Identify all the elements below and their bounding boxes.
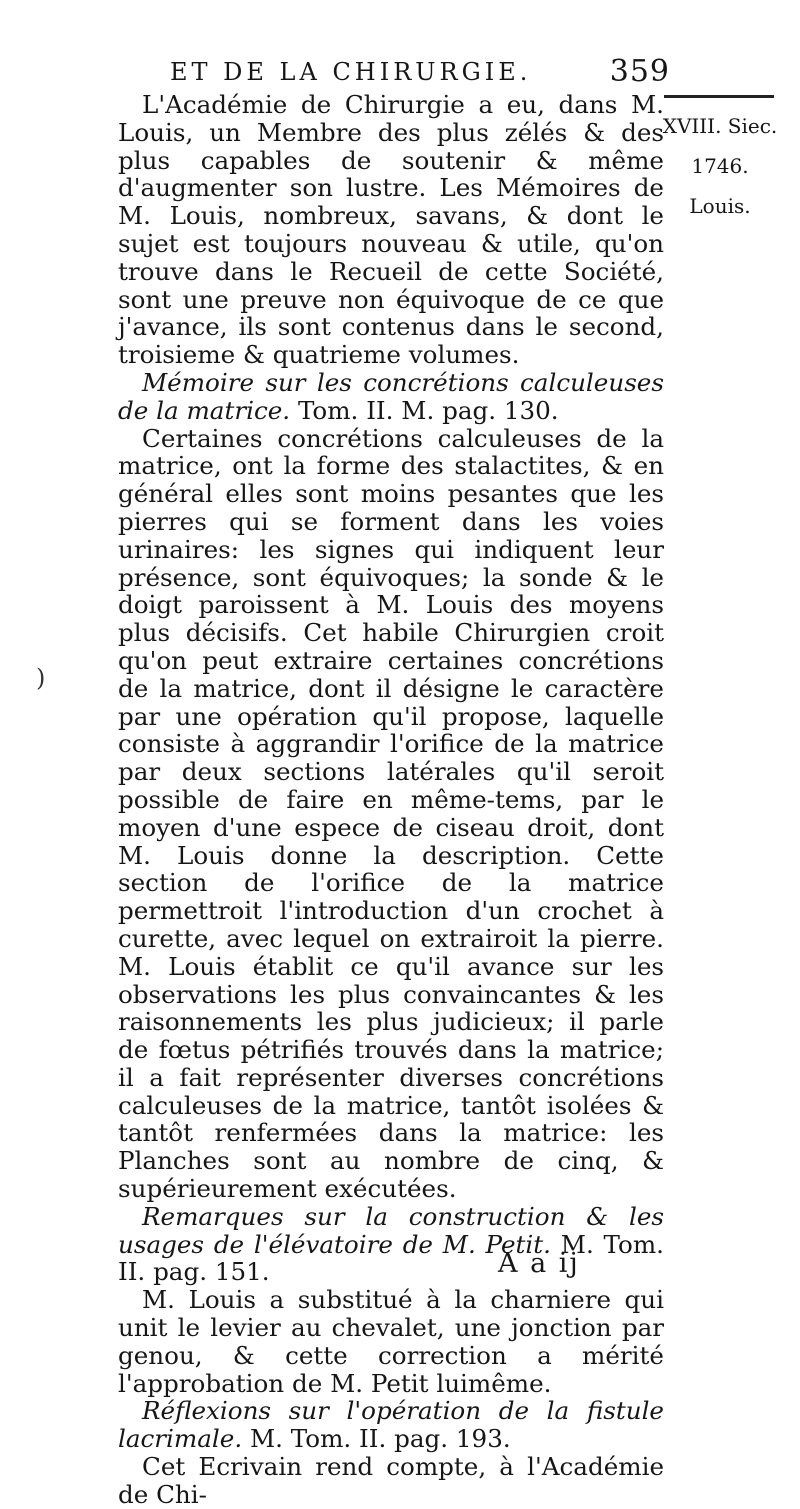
margin-note-century: XVIII. Siec. [662,114,778,138]
section-heading-2 [118,1203,664,1286]
margin-note-name: Louis. [689,194,751,218]
margin-notes [660,106,780,226]
section-heading-1 [118,369,664,425]
section-heading-3 [118,1397,664,1453]
section-reference-3: M. Tom. II. pag. 193. [249,1424,511,1454]
paragraph-concretions: Certaines concrétions calculeuses de la matrice, ont la forme des stalactites, & en général elles sont moins pesantes que les pierres qui se forment dans les voies urinaires: les signes qui indiquent leur présence, sont équivoques; la sonde & le doigt paroissent à M. Louis des moyens plus décisifs. Cet habile Chirurgien croit qu'on peut extraire certaines concrétions de la matrice, dont il désigne le caractère par une opération qu'il propose, laquelle consiste à aggrandir l'orifice de la matrice par deux sections latérales qu'il seroit possible de faire en même-tems, par le moyen d'une espece de ciseau droit, dont M. Louis donne la description. Cette section de l'orifice de la matrice permettroit l'introduction d'un crochet à curette, avec lequel on extrairoit la pierre. M. Louis établit ce qu'il avance sur les observations les plus convaincantes & les raisonnements les plus judicieux; il parle de fœtus pétrifiés trouvés dans la matrice; il a fait représenter diverses concrétions calculeuses de la matrice, tantôt isolées & tantôt renfermées dans la matrice: les Planches sont au nombre de cinq, & supérieurement exécutées. [118,423,664,1204]
section-reference-1: Tom. II. M. pag. 130. [297,395,559,425]
paragraph-elevatoire: M. Louis a substitué à la charniere qui unit le levier au chevalet, une jonction par genou, & cette correction a mérité l'approbation de M. Petit luimême. [118,1285,664,1398]
section-title-2: Remarques sur la construction & les usages de l'élévatoire de M. Petit. [118,1201,664,1259]
margin-rule [664,95,774,98]
signature-mark: A a ij [498,1248,580,1279]
section-title-3: Réflexions sur l'opération de la fistule lacrimale. [118,1396,664,1454]
body-text [118,91,664,1509]
paragraph-closing: Cet Ecrivain rend compte, à l'Académie de Chi- [118,1452,664,1509]
running-head: ET DE LA CHIRURGIE. [170,58,532,86]
paragraph-intro: L'Académie de Chirurgie a eu, dans M. Louis, un Membre des plus zélés & des plus capables de soutenir & même d'augmenter son lustre. Les Mémoires de M. Louis, nombreux, savans, & dont le sujet est toujours nouveau & utile, qu'on trouve dans le Recueil de cette Société, sont une preuve non équivoque de ce que j'avance, ils sont contenus dans le second, troisieme & quatrieme volumes. [118,90,664,370]
section-reference-2: M. Tom. II. pag. 151. [118,1229,664,1287]
page-number: 359 [609,54,670,89]
section-title-1: Mémoire sur les concrétions calculeuses de la matrice. [118,367,664,425]
margin-note-year: 1746. [691,154,749,178]
margin-bracket-mark: ) [36,664,46,692]
